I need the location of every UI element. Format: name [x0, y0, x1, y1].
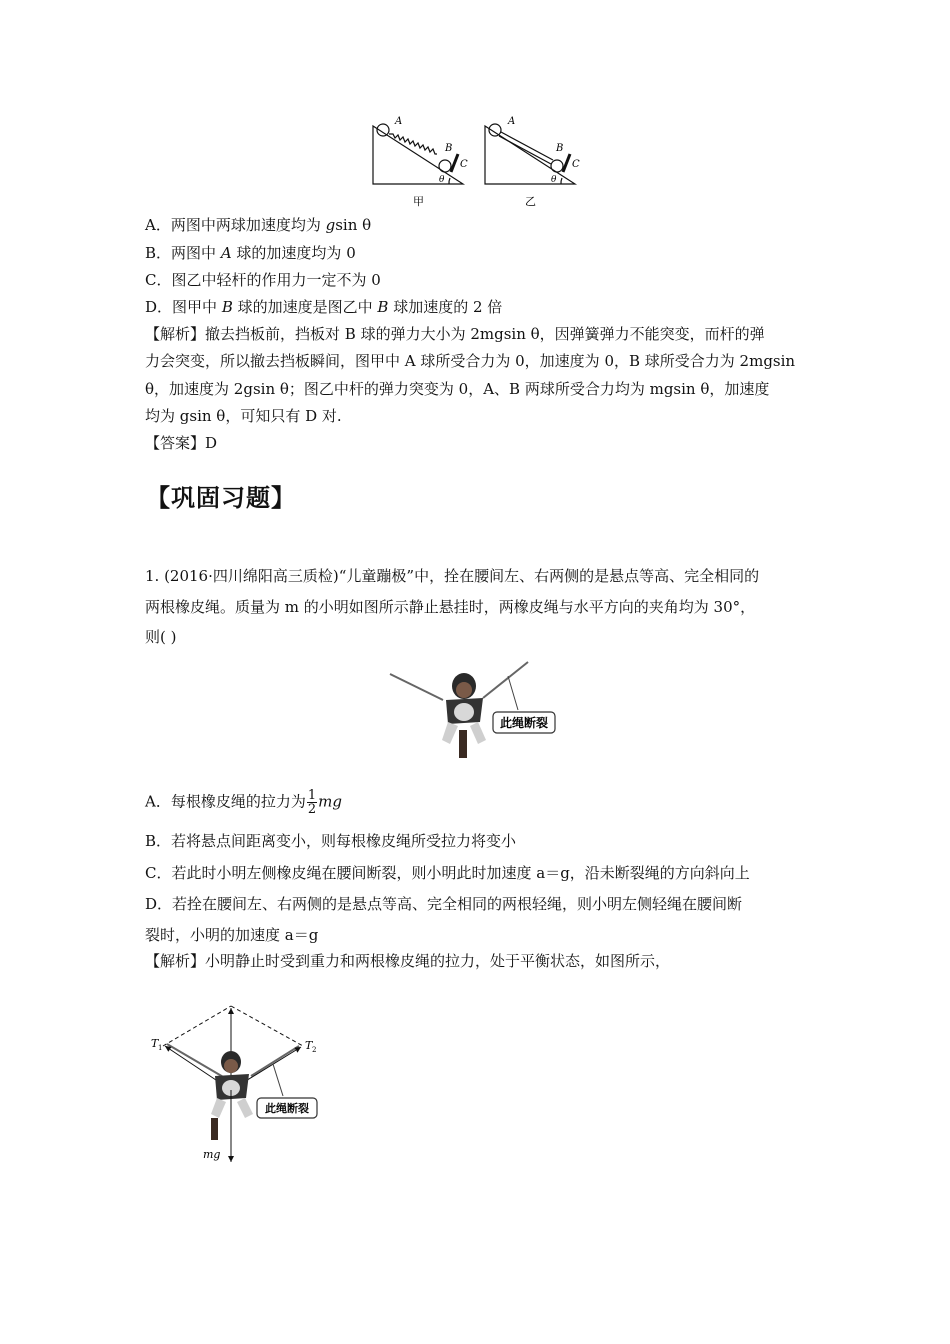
label-t2: T: [305, 1039, 313, 1052]
board-right: [563, 154, 570, 172]
rope-left: [390, 674, 443, 700]
analysis-line-1: 【解析】撤去挡板前，挡板对 B 球的弹力大小为 2mgsin θ，因弹簧弹力不能突变，而杆的弹: [145, 325, 765, 343]
pointer-line: [508, 676, 518, 710]
label-a-right: A: [508, 116, 516, 127]
option-c: C．图乙中轻杆的作用力一定不为 0: [145, 271, 381, 289]
child-figure-diagram: [211, 1051, 253, 1140]
label-theta-left: θ: [439, 175, 445, 185]
pointer-line-diagram: [273, 1064, 283, 1096]
rope-left-diagram: [167, 1044, 225, 1078]
label-b-left: B: [445, 143, 453, 154]
board-left: [451, 154, 458, 172]
label-t2-sub: 2: [312, 1046, 317, 1054]
q1-option-d-line-1: D．若拴在腰间左、右两侧的是悬点等高、完全相同的两根轻绳，则小明左侧轻绳在腰间断: [145, 895, 743, 913]
incline-figure: [365, 110, 590, 210]
label-t1: T: [151, 1037, 159, 1050]
fraction-half: $\frac{1}{2}$: [307, 788, 317, 817]
diagram-label: 此绳断裂: [265, 1102, 309, 1115]
q1-stem-line-3: 则( ): [145, 628, 177, 646]
label-c-right: C: [572, 159, 580, 170]
spring: [389, 134, 437, 154]
option-b: B．两图中 A 球的加速度均为 0: [145, 244, 356, 262]
analysis-line-2: 力会突变，所以撤去挡板瞬间，图甲中 A 球所受合力为 0，加速度为 0，B 球所受合力为 2mgsin: [145, 352, 796, 370]
ball-b-left: [439, 160, 451, 172]
rope-right: [483, 662, 528, 698]
caption-right: 乙: [525, 195, 536, 208]
q1-option-a: A．每根橡皮绳的拉力为 $\frac{1}{2}$ mg: [145, 788, 342, 817]
option-d: D．图甲中 B 球的加速度是图乙中 B 球加速度的 2 倍: [145, 298, 503, 316]
incline-left: [373, 124, 463, 184]
label-b-right: B: [556, 143, 564, 154]
q1-analysis: 【解析】小明静止时受到重力和两根橡皮绳的拉力，处于平衡状态，如图所示，: [145, 952, 671, 970]
child-figure: [442, 673, 486, 758]
label-mg: mg: [203, 1148, 221, 1161]
caption-left: 甲: [413, 195, 424, 208]
q1-option-c: C．若此时小明左侧橡皮绳在腰间断裂，则小明此时加速度 a＝g，沿未断裂绳的方向斜向上: [145, 864, 750, 882]
label-theta-right: θ: [551, 175, 557, 185]
label-t1-sub: 1: [158, 1044, 163, 1052]
analysis-line-3: θ，加速度为 2gsin θ；图乙中杆的弹力突变为 0，A、B 两球所受合力均为 mgsin θ，加速度: [145, 380, 770, 398]
ball-b-right: [551, 160, 563, 172]
photo-label: 此绳断裂: [499, 716, 549, 730]
q1-stem-line-2: 两根橡皮绳。质量为 m 的小明如图所示静止悬挂时，两橡皮绳与水平方向的夹角均为 30°，: [145, 598, 756, 616]
option-a: A．两图中两球加速度均为 gsin θ: [145, 216, 372, 234]
label-c-left: C: [460, 159, 468, 170]
q1-option-d-line-2: 裂时，小明的加速度 a＝g: [145, 926, 319, 944]
analysis-line-4: 均为 gsin θ，可知只有 D 对.: [145, 407, 342, 425]
section-title: 【巩固习题】: [146, 484, 296, 512]
rod-lower: [499, 136, 551, 164]
rod-upper: [501, 132, 553, 160]
incline-right: [485, 124, 575, 184]
answer-line: 【答案】D: [145, 434, 218, 452]
label-a-left: A: [395, 116, 403, 127]
q1-option-b: B．若将悬点间距离变小，则每根橡皮绳所受拉力将变小: [145, 832, 517, 850]
bungee-photo: [388, 660, 558, 760]
force-diagram: [145, 1000, 345, 1170]
q1-stem-line-1: 1. (2016·四川绵阳高三质检)“儿童蹦极”中，拴在腰间左、右两侧的是悬点等高、完全相同的: [145, 567, 760, 585]
dashed-right: [231, 1006, 303, 1046]
dashed-left: [163, 1006, 231, 1046]
